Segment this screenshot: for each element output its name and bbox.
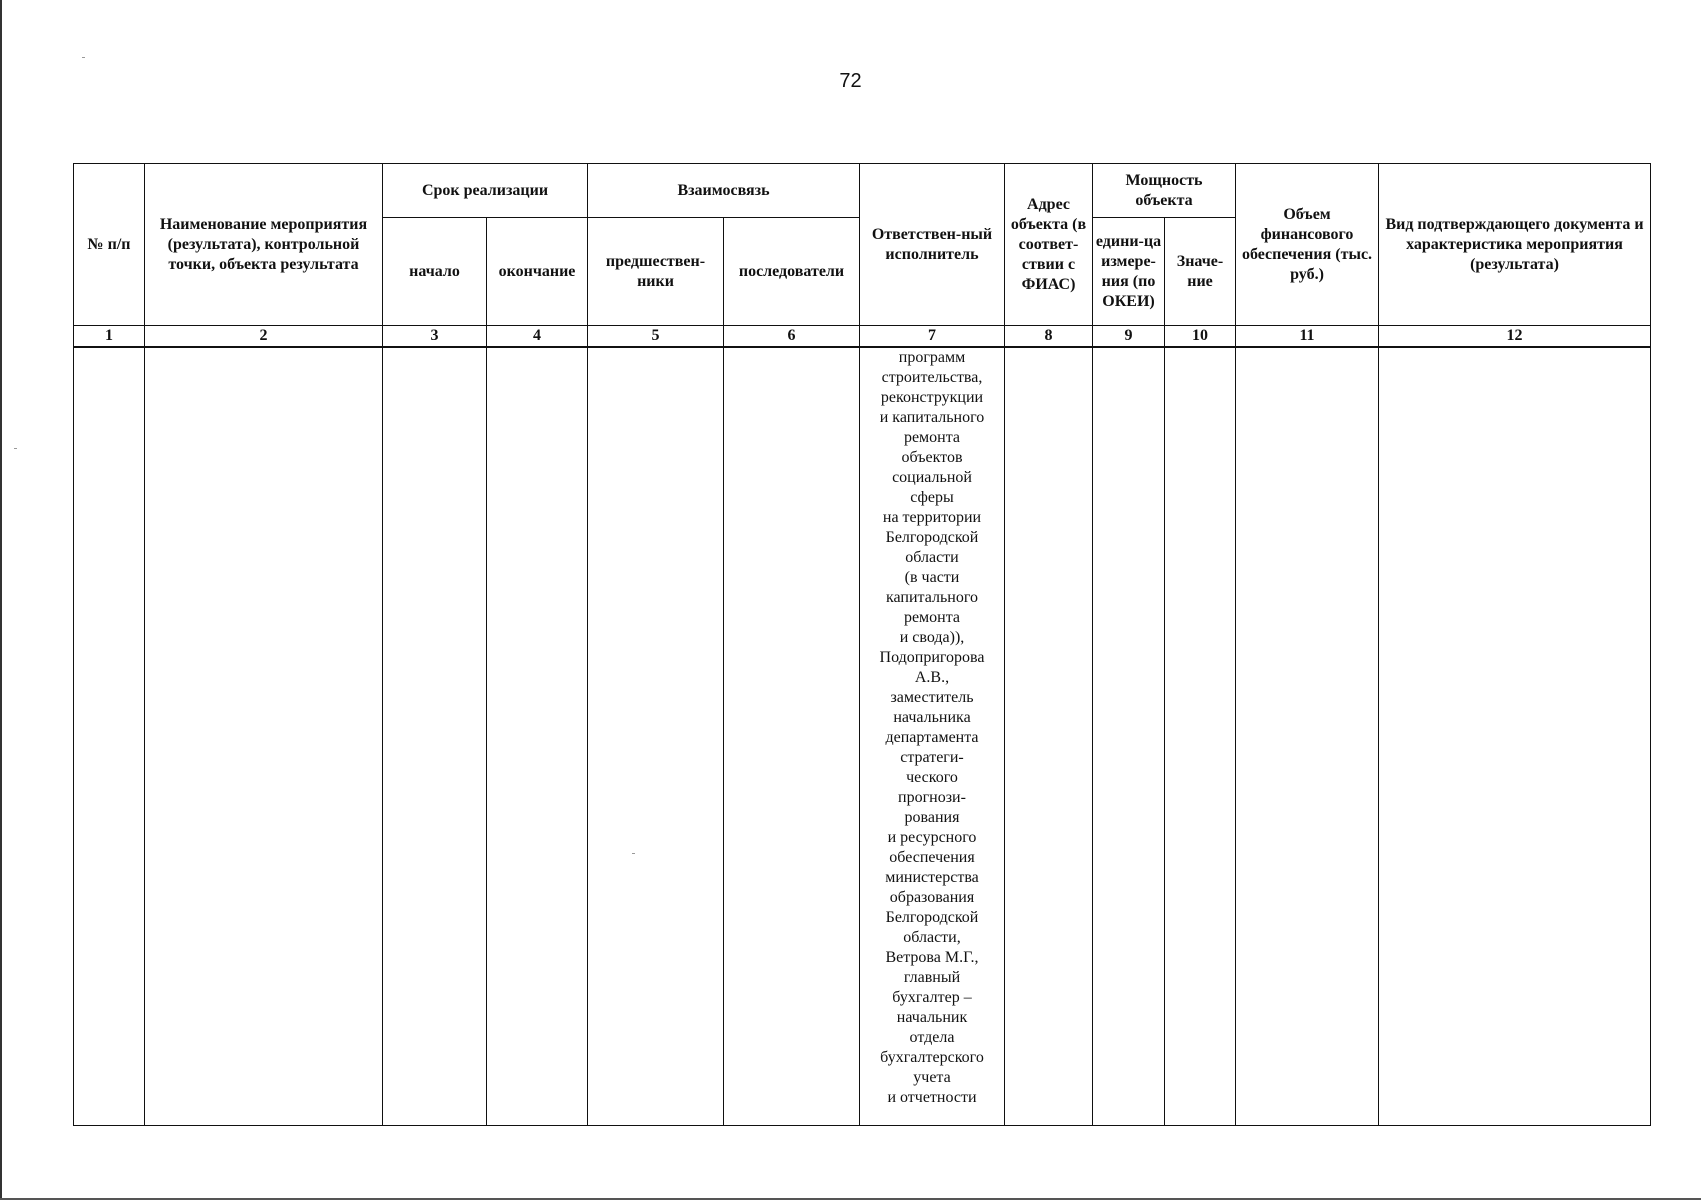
cell-doc [1379,347,1651,1126]
header-num: № п/п [74,164,145,326]
cell-responsible [860,347,1005,1126]
header-link: Взаимосвязь [588,164,860,218]
responsible-line: капитального [886,589,978,606]
responsible-line: Ветрова М.Г., [885,949,979,966]
column-number: 7 [860,326,1005,348]
cell-name [145,347,383,1126]
cell-num [74,347,145,1126]
header-finance: Объем финансового обеспечения (тыс. руб.) [1236,164,1379,326]
header-term: Срок реализации [383,164,588,218]
page-edge-left [0,0,2,1200]
responsible-line: ческого [906,769,958,786]
responsible-line: бухгалтерского [880,1049,984,1066]
cell-capacity-value [1165,347,1236,1126]
responsible-line: заместитель [890,689,974,706]
scan-dot [82,57,85,58]
header-capacity-unit: едини-ца измере-ния (по ОКЕИ) [1093,218,1165,326]
responsible-line: бухгалтер – [892,989,972,1006]
plan-table [73,163,1651,1126]
header-capacity-value: Значе-ние [1165,218,1236,326]
responsible-line: социальной [892,469,972,486]
column-number: 2 [145,326,383,348]
header-capacity: Мощность объекта [1093,164,1236,218]
column-number: 5 [588,326,724,348]
responsible-line: стратеги- [900,749,964,766]
header-term-end: окончание [487,218,588,326]
responsible-line: Белгородской [885,909,979,926]
responsible-line: рования [904,809,960,826]
column-number: 11 [1236,326,1379,348]
responsible-line: и ресурсного [887,829,977,846]
header-term-start: начало [383,218,487,326]
header-doc: Вид подтверждающего документа и характеристика мероприятия (результата) [1379,164,1651,326]
responsible-text [862,348,1002,1108]
table-row [74,347,1651,1126]
responsible-line: главный [903,969,961,986]
responsible-line: ремонта [903,429,961,446]
responsible-line: и свода)), [899,629,965,646]
responsible-line: и капитального [879,409,985,426]
responsible-line: программ [898,349,966,366]
header-address: Адрес объекта (в соответ-ствии с ФИАС) [1005,164,1093,326]
responsible-line: образования [889,889,975,906]
scan-dot [14,448,17,449]
responsible-line: и отчетности [887,1089,977,1106]
responsible-line: отдела [909,1029,955,1046]
responsible-line: ремонта [903,609,961,626]
column-number: 1 [74,326,145,348]
responsible-line: области [905,549,959,566]
responsible-line: обеспечения [889,849,975,866]
cell-term-start [383,347,487,1126]
cell-link-prev [588,347,724,1126]
column-number: 12 [1379,326,1651,348]
column-number: 9 [1093,326,1165,348]
header-link-prev: предшествен-ники [588,218,724,326]
responsible-line: министерства [885,869,979,886]
cell-address [1005,347,1093,1126]
header-row-1 [74,164,1651,218]
header-responsible: Ответствен-ный исполнитель [860,164,1005,326]
responsible-line: сферы [910,489,954,506]
cell-capacity-unit [1093,347,1165,1126]
responsible-line: начальника [893,709,971,726]
responsible-line: (в части [904,569,960,586]
responsible-line: на территории [882,509,982,526]
column-number: 6 [724,326,860,348]
header-link-next: последователи [724,218,860,326]
responsible-line: департамента [885,729,979,746]
page-number: 72 [839,70,862,92]
responsible-line: Подопригорова [879,649,985,666]
column-number: 8 [1005,326,1093,348]
responsible-line: А.В., [914,669,950,686]
column-number: 4 [487,326,588,348]
column-number: 3 [383,326,487,348]
column-number: 10 [1165,326,1236,348]
cell-term-end [487,347,588,1126]
responsible-line: реконструкции [880,389,984,406]
cell-link-next [724,347,860,1126]
responsible-line: объектов [901,449,963,466]
responsible-line: начальник [896,1009,968,1026]
responsible-line: строительства, [881,369,983,386]
column-number-row [74,326,1651,348]
responsible-line: учета [913,1069,951,1086]
responsible-line: области, [903,929,961,946]
responsible-line: Белгородской [885,529,979,546]
responsible-line: прогнози- [898,789,966,806]
cell-finance [1236,347,1379,1126]
header-name: Наименование мероприятия (результата), контрольной точки, объекта результата [145,164,383,326]
